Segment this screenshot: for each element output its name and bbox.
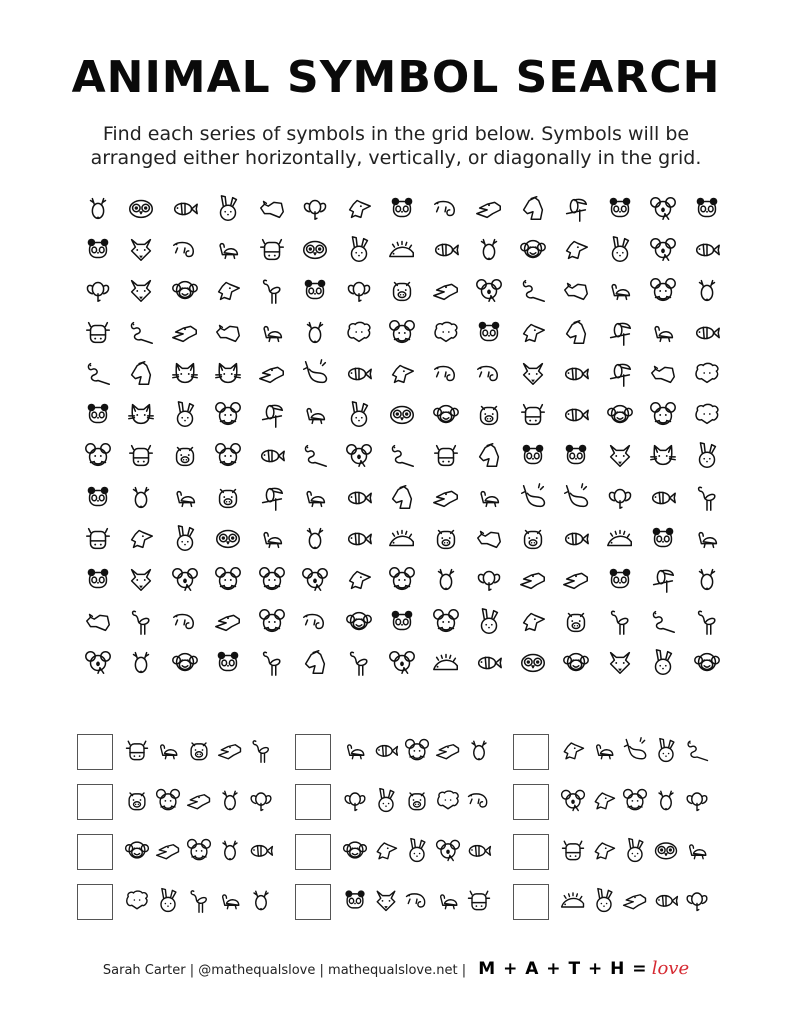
fish-icon <box>337 517 381 558</box>
snake-icon <box>642 600 686 641</box>
wolf-icon <box>372 836 403 868</box>
footer <box>0 958 792 979</box>
elephant-icon <box>337 270 381 311</box>
wolf-icon <box>120 517 164 558</box>
crocodile-icon <box>185 786 216 818</box>
elephant-icon <box>683 786 714 818</box>
cow-icon <box>465 886 496 918</box>
mouse-icon <box>642 393 686 434</box>
monkey-icon <box>163 641 207 682</box>
horse-icon <box>120 352 164 393</box>
sheep-icon <box>434 786 465 818</box>
horse-icon <box>381 476 425 517</box>
deer-icon <box>685 270 729 311</box>
sheep-icon <box>123 886 154 918</box>
fish-icon <box>555 393 599 434</box>
koala-icon <box>163 559 207 600</box>
snake-icon <box>683 736 714 768</box>
elephant-icon <box>683 886 714 918</box>
koala-icon <box>468 270 512 311</box>
panda-icon <box>341 886 372 918</box>
deer-icon <box>685 559 729 600</box>
fish-icon <box>652 886 683 918</box>
horse-icon <box>555 311 599 352</box>
pig-icon <box>511 517 555 558</box>
crocodile-icon <box>621 886 652 918</box>
panda-icon <box>642 517 686 558</box>
wolf-icon <box>590 786 621 818</box>
clue-row <box>77 777 295 827</box>
pig-icon <box>468 393 512 434</box>
mouse-icon <box>76 435 120 476</box>
fish-icon <box>250 435 294 476</box>
koala-icon <box>434 836 465 868</box>
crocodile-icon <box>424 270 468 311</box>
koala-icon <box>76 641 120 682</box>
crocodile-icon <box>468 187 512 228</box>
fox-icon <box>511 352 555 393</box>
rabbit-icon <box>154 886 185 918</box>
cow-icon <box>511 393 555 434</box>
pig-icon <box>207 476 251 517</box>
fish-icon <box>685 311 729 352</box>
fish-icon <box>337 476 381 517</box>
wolf-icon <box>559 736 590 768</box>
rabbit-icon <box>642 641 686 682</box>
turtle-icon <box>294 393 338 434</box>
cow-icon <box>76 517 120 558</box>
answer-box[interactable] <box>513 884 549 920</box>
mouse-icon <box>381 311 425 352</box>
toucan-icon <box>598 352 642 393</box>
koala-icon <box>381 641 425 682</box>
wolf-icon <box>381 352 425 393</box>
cow-icon <box>76 311 120 352</box>
elephant-icon <box>247 786 278 818</box>
turtle-icon <box>590 736 621 768</box>
pig-icon <box>123 786 154 818</box>
owl-icon <box>511 641 555 682</box>
owl-icon <box>294 228 338 269</box>
rhino-icon <box>207 311 251 352</box>
flamingo-icon <box>185 886 216 918</box>
mouse-icon <box>403 736 434 768</box>
clue-sequence <box>123 836 278 868</box>
pig-icon <box>185 736 216 768</box>
mouse-icon <box>154 786 185 818</box>
wolf-icon <box>555 228 599 269</box>
answer-box[interactable] <box>513 734 549 770</box>
snake-icon <box>381 435 425 476</box>
clue-row <box>513 777 731 827</box>
clue-row <box>513 877 731 927</box>
flamingo-icon <box>598 600 642 641</box>
deer-icon <box>216 836 247 868</box>
snake-icon <box>511 270 555 311</box>
cat-icon <box>120 393 164 434</box>
flamingo-icon <box>250 641 294 682</box>
rabbit-icon <box>598 228 642 269</box>
flamingo-icon <box>685 476 729 517</box>
deer-icon <box>652 786 683 818</box>
fish-icon <box>372 736 403 768</box>
fish-icon <box>247 836 278 868</box>
clue-row <box>295 877 513 927</box>
cat-icon <box>163 352 207 393</box>
horse-icon <box>511 187 555 228</box>
fish-icon <box>337 352 381 393</box>
fox-icon <box>120 270 164 311</box>
panda-icon <box>76 228 120 269</box>
clue-row <box>513 827 731 877</box>
clue-sequence <box>123 736 278 768</box>
turtle-icon <box>598 270 642 311</box>
mouse-icon <box>424 600 468 641</box>
panda-icon <box>294 270 338 311</box>
hedgehog-icon <box>559 886 590 918</box>
answer-box[interactable] <box>295 884 331 920</box>
koala-icon <box>559 786 590 818</box>
panda-icon <box>76 393 120 434</box>
fox-icon <box>372 886 403 918</box>
answer-box[interactable] <box>513 834 549 870</box>
chameleon-icon <box>163 600 207 641</box>
deer-icon <box>294 311 338 352</box>
fish-icon <box>465 836 496 868</box>
answer-box[interactable] <box>295 834 331 870</box>
clue-sequence <box>341 836 496 868</box>
wolf-icon <box>590 836 621 868</box>
turtle-icon <box>434 886 465 918</box>
panda-icon <box>381 187 425 228</box>
answer-box[interactable] <box>295 784 331 820</box>
clue-row <box>513 727 731 777</box>
clue-sequence <box>559 836 714 868</box>
rabbit-icon <box>207 187 251 228</box>
monkey-icon <box>341 836 372 868</box>
clue-row <box>295 777 513 827</box>
cow-icon <box>424 435 468 476</box>
crocodile-icon <box>555 559 599 600</box>
owl-icon <box>381 393 425 434</box>
clue-list <box>77 727 737 927</box>
crocodile-icon <box>434 736 465 768</box>
elephant-icon <box>341 786 372 818</box>
wolf-icon <box>207 270 251 311</box>
whale-icon <box>621 736 652 768</box>
monkey-icon <box>511 228 555 269</box>
turtle-icon <box>207 228 251 269</box>
fish-icon <box>163 187 207 228</box>
flamingo-icon <box>120 600 164 641</box>
snake-icon <box>294 435 338 476</box>
mouse-icon <box>185 836 216 868</box>
wolf-icon <box>511 311 555 352</box>
koala-icon <box>294 559 338 600</box>
clue-sequence <box>559 786 714 818</box>
toucan-icon <box>642 559 686 600</box>
website-link[interactable]: mathequalslove.net <box>328 963 458 978</box>
answer-box[interactable] <box>513 784 549 820</box>
toucan-icon <box>555 187 599 228</box>
pig-icon <box>555 600 599 641</box>
panda-icon <box>555 435 599 476</box>
whale-icon <box>555 476 599 517</box>
monkey-icon <box>337 600 381 641</box>
mouse-icon <box>250 600 294 641</box>
panda-icon <box>207 641 251 682</box>
deer-icon <box>424 559 468 600</box>
clue-row <box>77 727 295 777</box>
flamingo-icon <box>250 270 294 311</box>
chameleon-icon <box>468 352 512 393</box>
crocodile-icon <box>163 311 207 352</box>
mouse-icon <box>381 559 425 600</box>
sheep-icon <box>685 352 729 393</box>
cat-icon <box>207 352 251 393</box>
turtle-icon <box>154 736 185 768</box>
wolf-icon <box>337 559 381 600</box>
author-name: Sarah Carter <box>102 963 186 978</box>
pig-icon <box>424 517 468 558</box>
rabbit-icon <box>468 600 512 641</box>
clue-sequence <box>123 786 278 818</box>
sheep-icon <box>424 311 468 352</box>
mouse-icon <box>621 786 652 818</box>
turtle-icon <box>685 517 729 558</box>
cow-icon <box>250 228 294 269</box>
clue-row <box>295 827 513 877</box>
hedgehog-icon <box>424 641 468 682</box>
mouse-icon <box>207 435 251 476</box>
mouse-icon <box>642 270 686 311</box>
clue-row <box>77 827 295 877</box>
chameleon-icon <box>424 187 468 228</box>
clue-sequence <box>341 786 496 818</box>
math-logo: M + A + T + H = <box>478 959 648 979</box>
fox-icon <box>598 435 642 476</box>
clue-sequence <box>123 886 278 918</box>
pig-icon <box>163 435 207 476</box>
page-title: ANIMAL SYMBOL SEARCH <box>71 52 721 103</box>
separator: | <box>319 963 324 978</box>
clue-sequence <box>559 736 714 768</box>
rabbit-icon <box>163 393 207 434</box>
flamingo-icon <box>247 736 278 768</box>
rabbit-icon <box>685 435 729 476</box>
monkey-icon <box>163 270 207 311</box>
deer-icon <box>76 187 120 228</box>
social-handle: @mathequalslove <box>198 963 316 978</box>
rabbit-icon <box>337 228 381 269</box>
snake-icon <box>76 352 120 393</box>
cow-icon <box>120 435 164 476</box>
deer-icon <box>468 228 512 269</box>
whale-icon <box>511 476 555 517</box>
mouse-icon <box>250 559 294 600</box>
turtle-icon <box>642 311 686 352</box>
rabbit-icon <box>163 517 207 558</box>
rhino-icon <box>468 517 512 558</box>
owl-icon <box>652 836 683 868</box>
answer-box[interactable] <box>77 734 113 770</box>
koala-icon <box>337 435 381 476</box>
sheep-icon <box>685 393 729 434</box>
chameleon-icon <box>294 600 338 641</box>
panda-icon <box>511 435 555 476</box>
crocodile-icon <box>216 736 247 768</box>
clue-row <box>77 877 295 927</box>
fish-icon <box>555 517 599 558</box>
rabbit-icon <box>403 836 434 868</box>
rabbit-icon <box>337 393 381 434</box>
chameleon-icon <box>465 786 496 818</box>
answer-box[interactable] <box>77 784 113 820</box>
elephant-icon <box>598 476 642 517</box>
deer-icon <box>216 786 247 818</box>
symbol-grid <box>76 187 716 683</box>
separator: | <box>189 963 195 978</box>
snake-icon <box>120 311 164 352</box>
panda-icon <box>381 600 425 641</box>
hedgehog-icon <box>381 517 425 558</box>
horse-icon <box>468 435 512 476</box>
pig-icon <box>381 270 425 311</box>
answer-box[interactable] <box>77 884 113 920</box>
deer-icon <box>247 886 278 918</box>
crocodile-icon <box>154 836 185 868</box>
koala-icon <box>642 187 686 228</box>
crocodile-icon <box>207 600 251 641</box>
fish-icon <box>642 476 686 517</box>
elephant-icon <box>76 270 120 311</box>
mouse-icon <box>207 559 251 600</box>
fish-icon <box>424 228 468 269</box>
rhino-icon <box>642 352 686 393</box>
turtle-icon <box>163 476 207 517</box>
sheep-icon <box>337 311 381 352</box>
turtle-icon <box>683 836 714 868</box>
rabbit-icon <box>621 836 652 868</box>
instructions <box>0 122 792 170</box>
answer-box[interactable] <box>295 734 331 770</box>
crocodile-icon <box>511 559 555 600</box>
koala-icon <box>642 228 686 269</box>
rabbit-icon <box>652 736 683 768</box>
deer-icon <box>294 517 338 558</box>
chameleon-icon <box>163 228 207 269</box>
fox-icon <box>120 228 164 269</box>
fox-icon <box>120 559 164 600</box>
turtle-icon <box>341 736 372 768</box>
cow-icon <box>123 736 154 768</box>
fish-icon <box>468 641 512 682</box>
wolf-icon <box>337 187 381 228</box>
elephant-icon <box>468 559 512 600</box>
hedgehog-icon <box>381 228 425 269</box>
wolf-icon <box>511 600 555 641</box>
turtle-icon <box>216 886 247 918</box>
cat-icon <box>642 435 686 476</box>
elephant-icon <box>294 187 338 228</box>
separator: | <box>461 963 467 978</box>
monkey-icon <box>555 641 599 682</box>
panda-icon <box>685 187 729 228</box>
turtle-icon <box>250 311 294 352</box>
rabbit-icon <box>590 886 621 918</box>
rhino-icon <box>250 187 294 228</box>
turtle-icon <box>250 517 294 558</box>
chameleon-icon <box>403 886 434 918</box>
deer-icon <box>120 641 164 682</box>
fox-icon <box>598 641 642 682</box>
clue-sequence <box>341 886 496 918</box>
panda-icon <box>76 476 120 517</box>
toucan-icon <box>250 393 294 434</box>
love-logo: love <box>651 958 690 979</box>
toucan-icon <box>250 476 294 517</box>
panda-icon <box>598 187 642 228</box>
whale-icon <box>294 352 338 393</box>
monkey-icon <box>598 393 642 434</box>
owl-icon <box>207 517 251 558</box>
monkey-icon <box>123 836 154 868</box>
toucan-icon <box>598 311 642 352</box>
instructions-line-1: Find each series of symbols in the grid below. Symbols will be <box>102 123 690 145</box>
turtle-icon <box>294 476 338 517</box>
hedgehog-icon <box>598 517 642 558</box>
monkey-icon <box>685 641 729 682</box>
clue-sequence <box>341 736 496 768</box>
chameleon-icon <box>424 352 468 393</box>
flamingo-icon <box>337 641 381 682</box>
fish-icon <box>685 228 729 269</box>
clue-sequence <box>559 886 714 918</box>
pig-icon <box>403 786 434 818</box>
deer-icon <box>465 736 496 768</box>
instructions-line-2: arranged either horizontally, vertically, or diagonally in the grid. <box>90 147 702 169</box>
turtle-icon <box>468 476 512 517</box>
panda-icon <box>468 311 512 352</box>
mouse-icon <box>207 393 251 434</box>
rabbit-icon <box>372 786 403 818</box>
horse-icon <box>294 641 338 682</box>
rhino-icon <box>555 270 599 311</box>
flamingo-icon <box>685 600 729 641</box>
owl-icon <box>120 187 164 228</box>
fish-icon <box>555 352 599 393</box>
crocodile-icon <box>424 476 468 517</box>
clue-row <box>295 727 513 777</box>
crocodile-icon <box>250 352 294 393</box>
panda-icon <box>598 559 642 600</box>
cow-icon <box>559 836 590 868</box>
panda-icon <box>76 559 120 600</box>
rhino-icon <box>76 600 120 641</box>
monkey-icon <box>424 393 468 434</box>
answer-box[interactable] <box>77 834 113 870</box>
deer-icon <box>120 476 164 517</box>
